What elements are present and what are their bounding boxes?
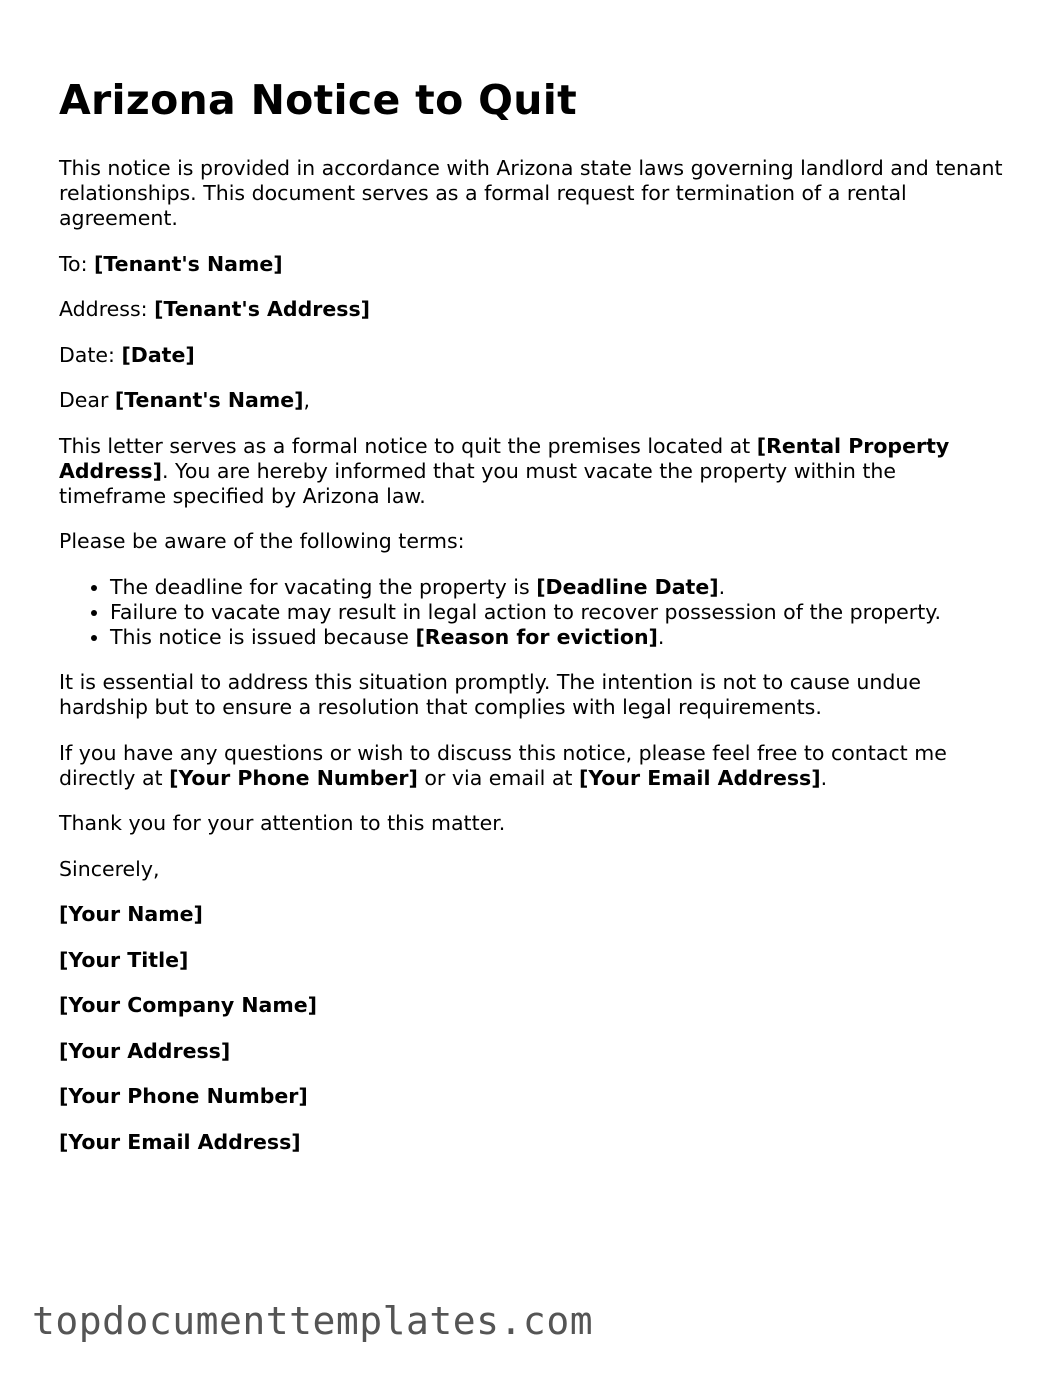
signature-block [59,902,1009,1155]
terms-list [59,575,1009,650]
term-reason-text: This notice is issued because [110,624,409,649]
date-value: [Date] [121,342,195,367]
date-line [59,343,1009,368]
signature-phone: [Your Phone Number] [59,1084,308,1108]
address-value: [Tenant's Address] [154,297,371,321]
salutation-name: [Tenant's Name] [114,388,304,412]
closing-line: Sincerely, [59,856,160,881]
term-reason-end: . [657,624,665,649]
term-deadline-end: . [718,574,726,599]
notice-paragraph [59,434,1009,509]
to-label: To: [59,251,88,276]
deadline-date: [Deadline Date] [536,574,719,599]
salutation-suffix: , [303,388,311,412]
notice-text-after: . You are hereby informed that you must vacate the property within the timeframe specified by Arizona law. [59,458,897,508]
term-deadline-text: The deadline for vacating the property is [110,574,530,599]
signature-company: [Your Company Name] [59,993,317,1017]
address-label: Address: [59,297,148,321]
signature-name: [Your Name] [59,902,203,926]
document-page [59,72,1009,1175]
signature-email: [Your Email Address] [59,1129,301,1154]
signature-address: [Your Address] [59,1038,231,1063]
contact-text-middle: or via email at [424,765,573,790]
rental-property-address: [Rental Property Address] [59,433,950,483]
notice-text-before: This letter serves as a formal notice to quit the premises located at [59,433,751,458]
thanks-line: Thank you for your attention to this matter. [59,811,506,835]
salutation [59,388,1009,413]
term-failure: • Failure to vacate may result in legal action to recover possession of the property. [110,600,1009,625]
to-line [59,252,1009,277]
page-title: Arizona Notice to Quit [59,76,578,124]
contact-email: [Your Email Address] [578,765,821,790]
intro-paragraph: This notice is provided in accordance with Arizona state laws governing landlord and tenant relationships. This document serves as a formal request for termination of a rental agreement. [59,156,1003,230]
term-deadline [110,575,1009,600]
contact-paragraph [59,741,1009,791]
term-reason [110,625,1009,650]
terms-intro: Please be aware of the following terms: [59,529,465,553]
date-label: Date: [59,342,115,367]
signature-title: [Your Title] [59,947,189,972]
contact-text-before: If you have any questions or wish to discuss this notice, please feel free to contact me directly at [59,740,947,790]
contact-text-after: . [820,765,828,790]
contact-phone: [Your Phone Number] [169,765,418,790]
resolution-paragraph: It is essential to address this situation promptly. The intention is not to cause undue hardship but to ensure a resolution that complies with legal requirements. [59,670,921,719]
salutation-prefix: Dear [59,388,109,412]
site-watermark: topdocumenttemplates.com [32,1299,594,1343]
to-value: [Tenant's Name] [94,251,283,276]
eviction-reason: [Reason for eviction] [415,624,658,649]
address-line [59,297,1009,322]
